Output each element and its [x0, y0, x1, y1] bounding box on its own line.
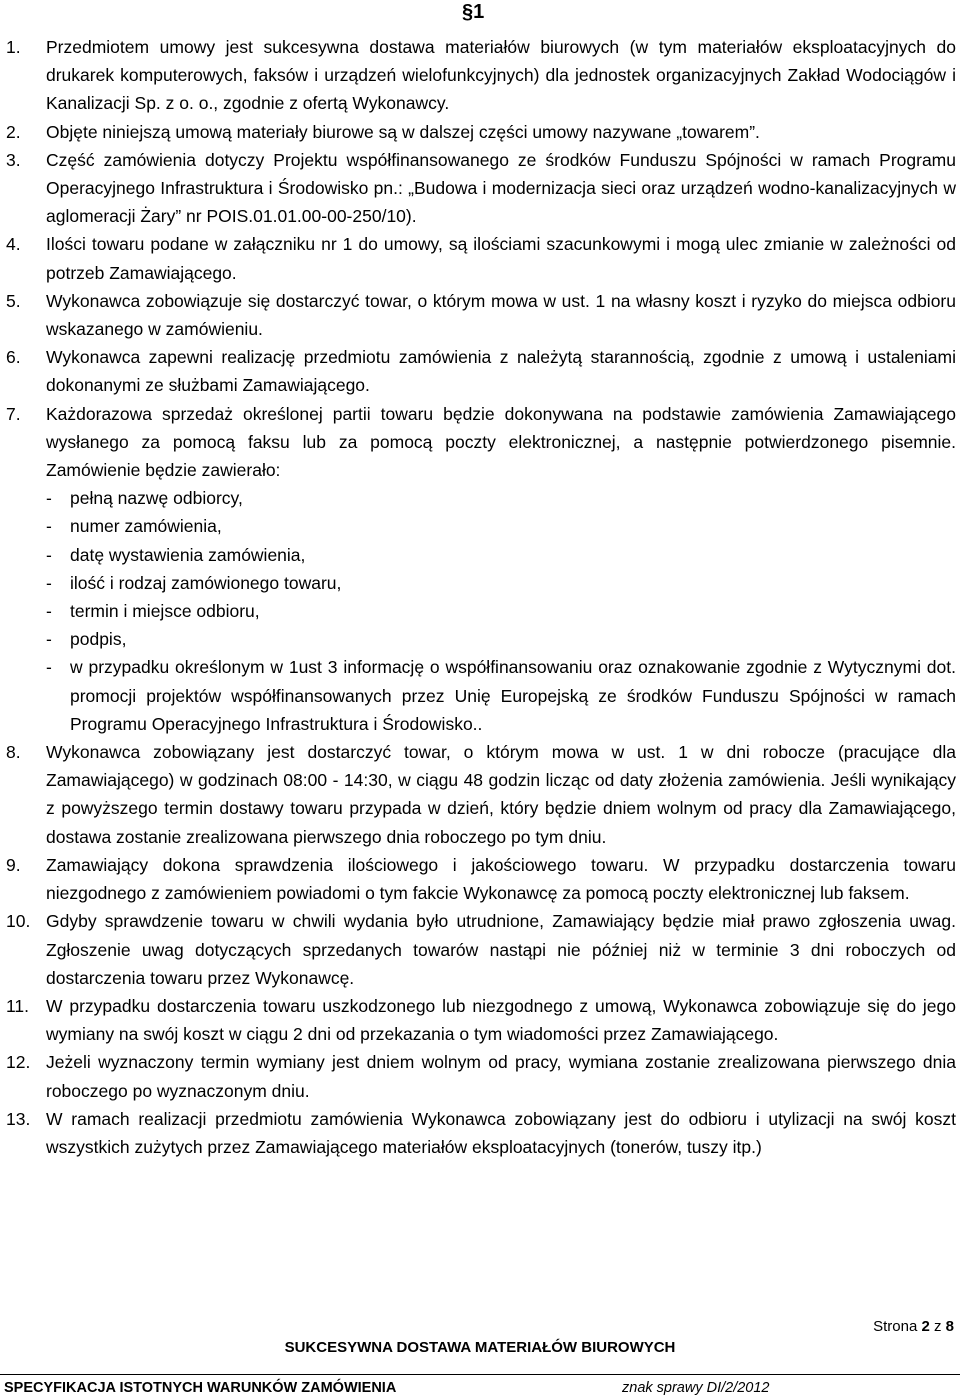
- order-contents-item: [46, 625, 956, 653]
- order-contents-item: [46, 484, 956, 512]
- footer-case-number: znak sprawy DI/2/2012: [622, 1380, 770, 1396]
- clause-item: [0, 738, 956, 851]
- clause-item: [0, 992, 956, 1048]
- clause-text: Wykonawca zobowiązuje się dostarczyć towar, o którym mowa w ust. 1 na własny koszt i ryzyko do miejsca odbioru wskazanego w zamówieniu.: [46, 290, 956, 340]
- dash-bullet: -: [46, 488, 52, 509]
- clause-item: [0, 230, 956, 286]
- footer-divider: [0, 1374, 960, 1375]
- clause-item: [0, 146, 956, 231]
- clause-text: Część zamówienia dotyczy Projektu współfinansowanego ze środków Funduszu Spójności w ramach Programu Operacyjnego Infrastruktura i Środowisko pn.: „Budowa i modernizacja sieci oraz urządzeń wodno-kanalizacyjnych w aglomeracji Żary” nr POIS.01.01.00-00-250/10).: [46, 149, 956, 227]
- order-contents-item: [46, 597, 956, 625]
- clause-number: 5.: [6, 290, 21, 311]
- clause-number: 3.: [6, 149, 21, 170]
- footer-left-text: SPECYFIKACJA ISTOTNYCH WARUNKÓW ZAMÓWIENIA: [4, 1380, 397, 1396]
- clause-item: [0, 343, 956, 399]
- clause-number: 6.: [6, 347, 21, 368]
- clause-text: Jeżeli wyznaczony termin wymiany jest dniem wolnym od pracy, wymiana zostanie zrealizowana pierwszego dnia roboczego po wyznaczonym dniu.: [46, 1052, 956, 1101]
- footer-title: SUKCESYWNA DOSTAWA MATERIAŁÓW BIUROWYCH: [284, 1339, 676, 1356]
- clause-number: 7.: [6, 403, 21, 424]
- clause-text: Przedmiotem umowy jest sukcesywna dostawa materiałów biurowych (w tym materiałów eksploatacyjnych do drukarek komputerowych, faksów i urządzeń wielofunkcyjnych) dla jednostek organizacyjnych Zakład Wodociągów i Kanalizacji Sp. z o. o., zgodnie z ofertą Wykonawcy.: [46, 37, 956, 114]
- page-number-current: 2: [921, 1318, 930, 1335]
- clause-number: 13.: [6, 1108, 31, 1129]
- page-number-separator: z: [933, 1318, 942, 1335]
- order-contents-item: [46, 569, 956, 597]
- clause-number: 1.: [6, 37, 21, 57]
- clause-number: 12.: [6, 1052, 31, 1073]
- order-contents-text: termin i miejsce odbioru,: [70, 601, 260, 622]
- dash-bullet: -: [46, 629, 52, 650]
- order-contents-text: datę wystawienia zamówienia,: [70, 544, 306, 565]
- order-contents-list: [46, 484, 956, 738]
- page-number-total: 8: [945, 1318, 954, 1335]
- clause-item: [0, 118, 956, 146]
- dash-bullet: -: [46, 516, 52, 537]
- order-contents-text: ilość i rodzaj zamówionego towaru,: [70, 572, 342, 593]
- clause-number: 10.: [6, 911, 31, 932]
- clause-item: [0, 400, 956, 738]
- clause-text: Wykonawca zapewni realizację przedmiotu zamówienia z należytą starannością, zgodnie z umową i ustaleniami dokonanymi ze służbami Zamawiającego.: [46, 347, 956, 396]
- clause-list: [0, 33, 956, 1161]
- clause-text: Każdorazowa sprzedaż określonej partii towaru będzie dokonywana na podstawie zamówienia Zamawiającego wysłanego za pomocą faksu lub za pomocą poczty elektronicznej, a następnie potwierdzonego pisemnie. Zamówienie będzie zawierało:: [46, 403, 956, 481]
- clause-item: [0, 907, 956, 992]
- clause-text: Objęte niniejszą umową materiały biurowe są w dalszej części umowy nazywane „towarem”.: [46, 121, 760, 142]
- order-contents-item: [46, 541, 956, 569]
- clause-text: Zamawiający dokona sprawdzenia ilościowego i jakościowego towaru. W przypadku dostarczenia towaru niezgodnego z zamówieniem powiadomi o tym fakcie Wykonawcę za pomocą poczty elektronicznej lub faksem.: [46, 854, 956, 904]
- section-mark: §1: [462, 1, 485, 23]
- clause-text: Gdyby sprawdzenie towaru w chwili wydania było utrudnione, Zamawiający będzie miał prawo zgłoszenia uwag. Zgłoszenie uwag dotyczących sprzedanych towarów nastąpi nie później niż w terminie 3 dni roboczych od dostarczenia towaru przez Wykonawcę.: [46, 911, 956, 988]
- clause-number: 8.: [6, 742, 21, 763]
- order-contents-text: numer zamówienia,: [70, 516, 222, 537]
- clause-item: [0, 1105, 956, 1161]
- clause-number: 2.: [6, 121, 21, 142]
- clause-number: 4.: [6, 234, 21, 255]
- dash-bullet: -: [46, 544, 52, 565]
- clause-text: Ilości towaru podane w załączniku nr 1 do umowy, są ilościami szacunkowymi i mogą ulec zmianie w zależności od potrzeb Zamawiającego.: [46, 234, 956, 283]
- clause-text: W ramach realizacji przedmiotu zamówienia Wykonawca zobowiązany jest do odbioru i utylizacji na swój koszt wszystkich zużytych przez Zamawiającego materiałów eksploatacyjnych (tonerów, tuszy itp.): [46, 1108, 956, 1157]
- order-contents-text: w przypadku określonym w 1ust 3 informację o współfinansowaniu oraz oznakowanie zgodnie z Wytycznymi dot. promocji projektów współfinansowanych przez Unię Europejską ze środków Funduszu Spójności w ramach Programu Operacyjnego Infrastruktura i Środowisko..: [70, 657, 956, 734]
- clause-item: [0, 33, 956, 118]
- clause-number: 11.: [6, 995, 30, 1016]
- page-number: [873, 1317, 954, 1337]
- order-contents-item: [46, 653, 956, 738]
- clause-text: Wykonawca zobowiązany jest dostarczyć towar, o którym mowa w ust. 1 w dni robocze (pracujące dla Zamawiającego) w godzinach 08:00 - 14:30, w ciągu 48 godzin licząc od daty złożenia zamówienia. Jeśli wynikający z powyższego termin dostawy towaru przypada w dzień, który będzie dniem wolnym od pracy dla Zamawiającego, dostawa zostanie zrealizowana pierwszego dnia roboczego po tym dniu.: [46, 742, 956, 847]
- clause-item: [0, 1048, 956, 1104]
- order-contents-text: pełną nazwę odbiorcy,: [70, 488, 243, 509]
- dash-bullet: -: [46, 601, 52, 622]
- dash-bullet: -: [46, 657, 52, 678]
- order-contents-text: podpis,: [70, 629, 127, 650]
- order-contents-item: [46, 512, 956, 540]
- clause-number: 9.: [6, 854, 21, 875]
- dash-bullet: -: [46, 572, 52, 593]
- clause-item: [0, 287, 956, 343]
- clause-text: W przypadku dostarczenia towaru uszkodzonego lub niezgodnego z umową, Wykonawca zobowiązuje się do jego wymiany na swój koszt w ciągu 2 dni od przekazania o tym wiadomości przez Zamawiającego.: [46, 995, 956, 1045]
- clause-item: [0, 851, 956, 907]
- page-number-prefix: Strona: [873, 1318, 918, 1335]
